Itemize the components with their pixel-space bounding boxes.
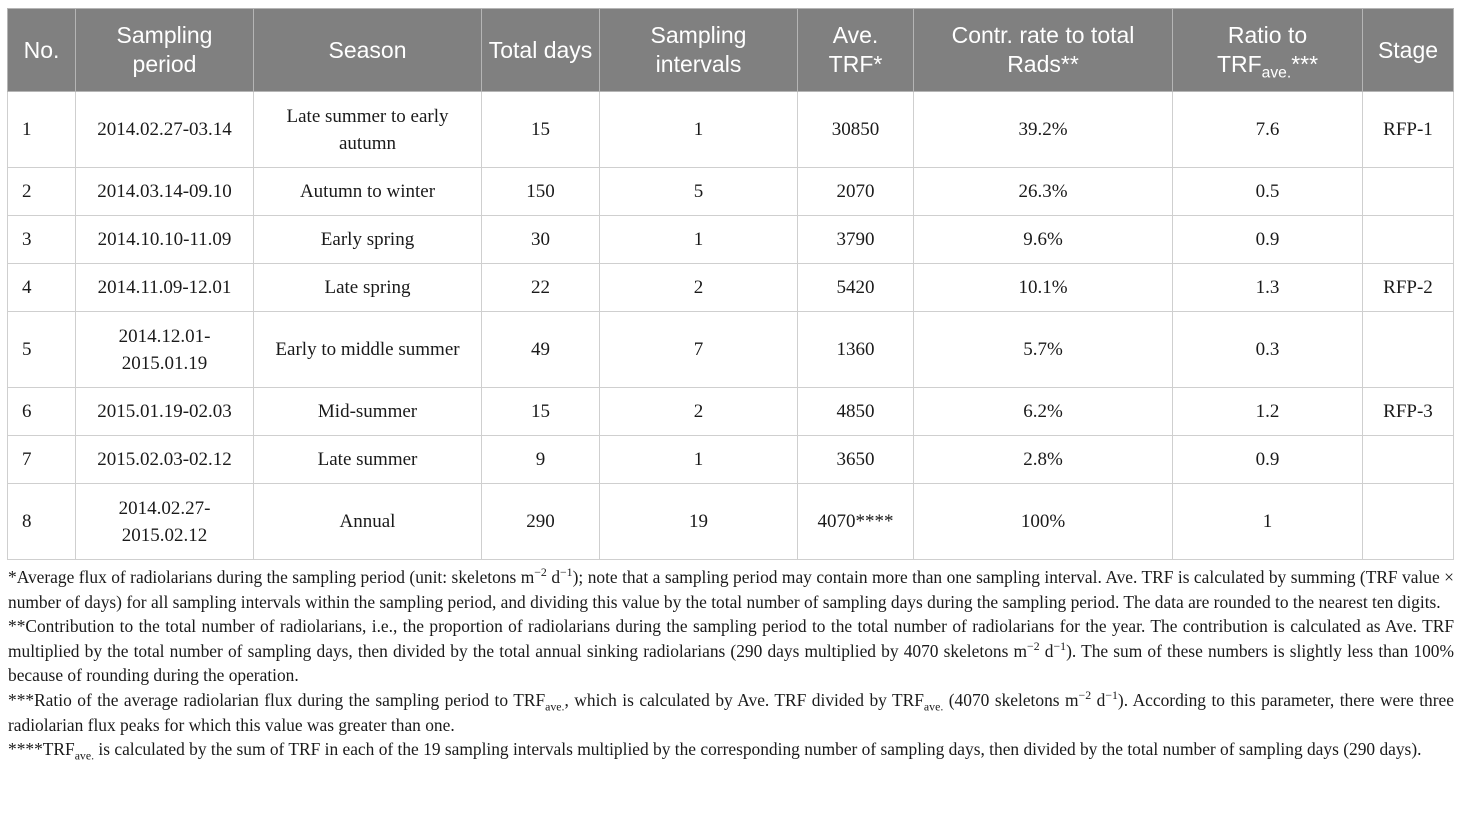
header-ratio-sub: ave. (1261, 64, 1292, 82)
header-total-days: Total days (482, 9, 600, 92)
table-row (8, 92, 1454, 168)
cell-trf: 1360 (798, 312, 914, 388)
header-ratio (1173, 9, 1363, 92)
cell-period: 2015.02.03-02.12 (76, 436, 254, 484)
cell-intervals: 1 (600, 216, 798, 264)
footnote-text: is calculated by the sum of TRF in each of the 19 sampling intervals multiplied by the corresponding number of sampling days, then divided by the total number of sampling days (290 days). (94, 739, 1422, 760)
header-stage: Stage (1363, 9, 1454, 92)
table-row (8, 312, 1454, 388)
superscript: −1 (1053, 638, 1067, 653)
subscript: ave. (545, 699, 565, 714)
cell-no: 2 (8, 168, 76, 216)
cell-stage (1363, 484, 1454, 560)
header-row (8, 9, 1454, 92)
cell-intervals: 19 (600, 484, 798, 560)
cell-period: 2014.03.14-09.10 (76, 168, 254, 216)
cell-trf: 4850 (798, 388, 914, 436)
cell-days: 15 (482, 92, 600, 168)
cell-trf: 3790 (798, 216, 914, 264)
cell-stage (1363, 168, 1454, 216)
header-ratio-main: Ratio to TRF (1216, 22, 1308, 77)
table-row (8, 388, 1454, 436)
cell-ratio: 1.2 (1173, 388, 1363, 436)
cell-contr: 9.6% (914, 216, 1173, 264)
footnote-text: **Contribution to the total number of radiolarians, i.e., the proportion of radiolarians during the sampling period to the total number of radiolarians for the year. The contribution is calculated as Ave. TRF multiplied by the total number of sampling days, then divided by the total annual sinking radiolarians (290 days multiplied by 4070 skeletons m (8, 616, 1454, 661)
cell-intervals: 2 (600, 264, 798, 312)
cell-season: Early spring (254, 216, 482, 264)
superscript: −1 (560, 565, 573, 580)
cell-period: 2014.12.01-2015.01.19 (76, 312, 254, 388)
cell-intervals: 1 (600, 92, 798, 168)
cell-period: 2015.01.19-02.03 (76, 388, 254, 436)
superscript: −2 (534, 565, 547, 580)
cell-stage (1363, 436, 1454, 484)
cell-contr: 100% (914, 484, 1173, 560)
cell-intervals: 1 (600, 436, 798, 484)
footnote-text: d (1039, 640, 1054, 661)
superscript: −1 (1105, 688, 1118, 703)
cell-no: 7 (8, 436, 76, 484)
table-row (8, 264, 1454, 312)
cell-period: 2014.10.10-11.09 (76, 216, 254, 264)
cell-ratio: 1 (1173, 484, 1363, 560)
cell-no: 6 (8, 388, 76, 436)
cell-ratio: 0.3 (1173, 312, 1363, 388)
subscript: ave. (74, 748, 95, 763)
footnote-text: , which is calculated by Ave. TRF divided by TRF (564, 689, 924, 710)
cell-season: Annual (254, 484, 482, 560)
cell-contr: 10.1% (914, 264, 1173, 312)
cell-days: 9 (482, 436, 600, 484)
header-ave-trf: Ave. TRF* (798, 9, 914, 92)
cell-season: Mid-summer (254, 388, 482, 436)
footnote-text: ). The sum of these numbers is slightly less than 100% because of rounding during the operation. (8, 640, 1454, 686)
cell-contr: 6.2% (914, 388, 1173, 436)
footnote-text: d (546, 567, 561, 587)
superscript: −2 (1078, 688, 1092, 703)
cell-stage: RFP-1 (1363, 92, 1454, 168)
cell-stage (1363, 312, 1454, 388)
cell-no: 1 (8, 92, 76, 168)
cell-ratio: 0.9 (1173, 436, 1363, 484)
cell-period: 2014.11.09-12.01 (76, 264, 254, 312)
cell-no: 4 (8, 264, 76, 312)
cell-intervals: 7 (600, 312, 798, 388)
cell-trf: 4070**** (798, 484, 914, 560)
table-row (8, 436, 1454, 484)
cell-trf: 3650 (798, 436, 914, 484)
cell-days: 15 (482, 388, 600, 436)
data-table (7, 8, 1454, 560)
footnote-3 (8, 688, 1454, 737)
cell-intervals: 5 (600, 168, 798, 216)
footnote-text: ****TRF (8, 739, 75, 760)
table-row (8, 216, 1454, 264)
header-season: Season (254, 9, 482, 92)
cell-season: Autumn to winter (254, 168, 482, 216)
cell-stage (1363, 216, 1454, 264)
footnote-2 (8, 614, 1454, 688)
cell-period: 2014.02.27-2015.02.12 (76, 484, 254, 560)
cell-contr: 2.8% (914, 436, 1173, 484)
cell-ratio: 7.6 (1173, 92, 1363, 168)
header-sampling-period: Sampling period (76, 9, 254, 92)
header-sampling-intervals: Sampling intervals (600, 9, 798, 92)
cell-stage: RFP-2 (1363, 264, 1454, 312)
cell-contr: 26.3% (914, 168, 1173, 216)
cell-days: 290 (482, 484, 600, 560)
cell-ratio: 1.3 (1173, 264, 1363, 312)
header-no: No. (8, 9, 76, 92)
footnote-text: (4070 skeletons m (943, 689, 1079, 710)
cell-trf: 2070 (798, 168, 914, 216)
cell-no: 5 (8, 312, 76, 388)
superscript: −2 (1027, 638, 1040, 653)
header-ratio-suffix: *** (1291, 51, 1319, 77)
cell-trf: 30850 (798, 92, 914, 168)
cell-season: Late summer (254, 436, 482, 484)
footnote-text: ***Ratio of the average radiolarian flux during the sampling period to TRF (8, 689, 546, 710)
cell-days: 49 (482, 312, 600, 388)
footnote-text: ). According to this parameter, there were three radiolarian flux peaks for which this value was greater than one. (8, 689, 1454, 735)
subscript: ave. (923, 699, 944, 714)
cell-ratio: 0.5 (1173, 168, 1363, 216)
cell-trf: 5420 (798, 264, 914, 312)
table-row (8, 168, 1454, 216)
cell-season: Early to middle summer (254, 312, 482, 388)
footnote-4 (8, 737, 1454, 762)
cell-season: Late summer to early autumn (254, 92, 482, 168)
cell-intervals: 2 (600, 388, 798, 436)
cell-season: Late spring (254, 264, 482, 312)
footnote-1 (8, 565, 1454, 614)
footnote-text: *Average flux of radiolarians during the sampling period (unit: skeletons m (8, 567, 535, 587)
cell-contr: 39.2% (914, 92, 1173, 168)
cell-days: 150 (482, 168, 600, 216)
cell-stage: RFP-3 (1363, 388, 1454, 436)
header-contr-rate: Contr. rate to total Rads** (914, 9, 1173, 92)
cell-days: 30 (482, 216, 600, 264)
cell-ratio: 0.9 (1173, 216, 1363, 264)
cell-period: 2014.02.27-03.14 (76, 92, 254, 168)
footnotes (8, 565, 1454, 762)
cell-no: 8 (8, 484, 76, 560)
cell-days: 22 (482, 264, 600, 312)
footnote-text: ); note that a sampling period may contain more than one sampling interval. Ave. TRF is calculated by summing (TRF value × number of days) for all sampling intervals within the sampling period, and dividing this value by the total number of sampling days during the sampling period. The data are rounded to the nearest ten digits. (8, 567, 1454, 612)
cell-contr: 5.7% (914, 312, 1173, 388)
table-row (8, 484, 1454, 560)
footnote-text: d (1091, 689, 1106, 710)
cell-no: 3 (8, 216, 76, 264)
